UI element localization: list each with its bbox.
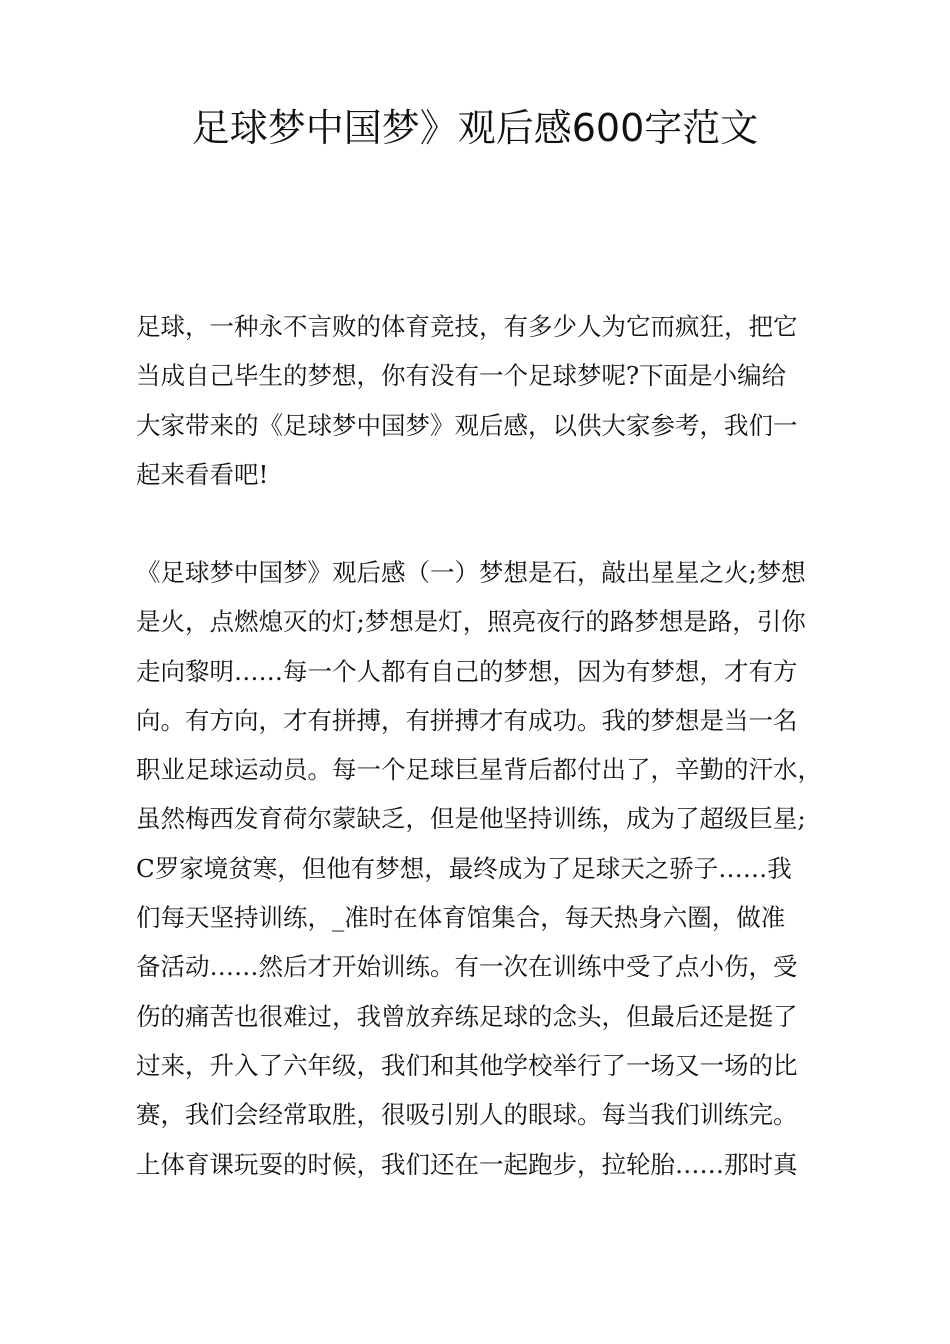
paragraph-line: 赛，我们会经常取胜，很吸引别人的眼球。每当我们训练完。 bbox=[136, 1100, 798, 1130]
paragraph-line: 走向黎明……每一个人都有自己的梦想，因为有梦想，才有方 bbox=[136, 656, 798, 686]
document-title: 足球梦中国梦》观后感600字范文 bbox=[191, 106, 759, 150]
paragraph-line: 当成自己毕生的梦想，你有没有一个足球梦呢?下面是小编给 bbox=[136, 361, 787, 391]
intro-paragraph bbox=[136, 302, 830, 499]
paragraph-line: 起来看看吧! bbox=[136, 459, 269, 489]
paragraph-line: 备活动……然后才开始训练。有一次在训练中受了点小伤，受 bbox=[136, 952, 798, 982]
paragraph-line: 《足球梦中国梦》观后感（一）梦想是石，敲出星星之火;梦想 bbox=[136, 558, 806, 587]
paragraph-line: 们每天坚持训练，_准时在体育馆集合，每天热身六圈，做准 bbox=[136, 903, 786, 933]
paragraph-line: 过来，升入了六年级，我们和其他学校举行了一场又一场的比 bbox=[136, 1050, 798, 1080]
paragraph-line: 虽然梅西发育荷尔蒙缺乏，但是他坚持训练，成为了超级巨星; bbox=[136, 804, 806, 834]
paragraph-line: 向。有方向，才有拼搏，有拼搏才有成功。我的梦想是当一名 bbox=[136, 705, 798, 735]
paragraph-line: 是火，点燃熄灭的灯;梦想是灯，照亮夜行的路梦想是路，引你 bbox=[136, 607, 806, 637]
paragraph-line: C罗家境贫寒，但他有梦想，最终成为了足球天之骄子……我 bbox=[136, 853, 792, 883]
paragraph-line: 职业足球运动员。每一个足球巨星背后都付出了，辛勤的汗水， bbox=[136, 755, 822, 785]
paragraph-line: 上体育课玩耍的时候，我们还在一起跑步，拉轮胎……那时真 bbox=[136, 1149, 798, 1179]
paragraph-line: 伤的痛苦也很难过，我曾放弃练足球的念头，但最后还是挺了 bbox=[136, 1001, 798, 1031]
paragraph-line: 大家带来的《足球梦中国梦》观后感，以供大家参考，我们一 bbox=[136, 410, 798, 440]
body-paragraph bbox=[136, 548, 830, 1189]
paragraph-line: 足球，一种永不言败的体育竞技，有多少人为它而疯狂，把它 bbox=[136, 312, 798, 341]
